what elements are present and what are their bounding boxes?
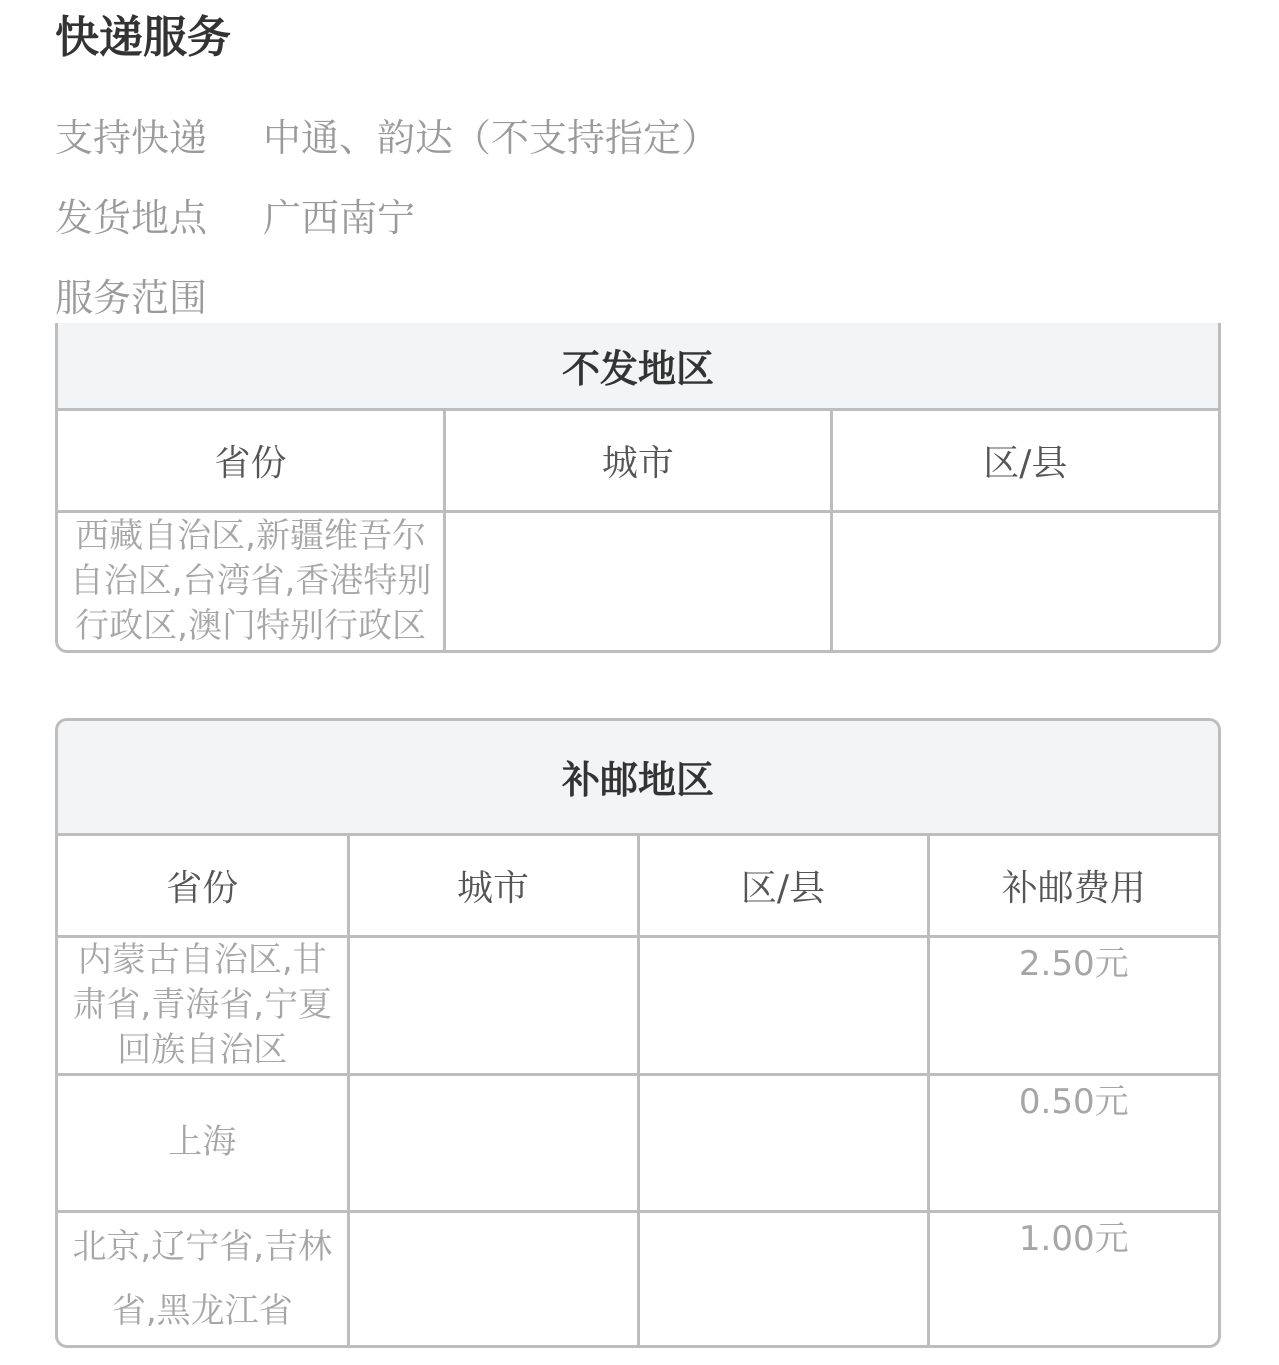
column-header-city: 城市 <box>348 834 638 936</box>
courier-label: 支持快递 <box>55 116 208 160</box>
no-delivery-table <box>55 323 1221 653</box>
column-header-district: 区/县 <box>638 834 928 936</box>
city-cell <box>348 1211 638 1345</box>
column-header-district: 区/县 <box>831 409 1218 511</box>
surcharge-table <box>55 718 1221 1348</box>
city-cell <box>445 511 832 650</box>
province-cell: 内蒙古自治区,甘肃省,青海省,宁夏回族自治区 <box>58 936 348 1074</box>
table-row <box>58 1074 1218 1211</box>
province-cell: 北京,辽宁省,吉林省,黑龙江省 <box>58 1211 348 1345</box>
info-row-courier <box>55 113 719 163</box>
fee-cell: 1.00元 <box>928 1211 1218 1345</box>
scope-label: 服务范围 <box>55 276 208 320</box>
column-header-province: 省份 <box>58 834 348 936</box>
city-cell <box>348 936 638 1074</box>
district-cell <box>831 511 1218 650</box>
district-cell <box>638 936 928 1074</box>
column-header-province: 省份 <box>58 409 445 511</box>
fee-cell: 2.50元 <box>928 936 1218 1074</box>
district-cell <box>638 1074 928 1211</box>
table-row <box>58 936 1218 1074</box>
district-cell <box>638 1211 928 1345</box>
fee-cell: 0.50元 <box>928 1074 1218 1211</box>
courier-value: 中通、韵达（不支持指定） <box>263 116 720 160</box>
info-row-origin <box>55 193 415 243</box>
surcharge-title: 补邮地区 <box>58 721 1218 834</box>
province-cell: 上海 <box>58 1074 348 1211</box>
table-row <box>58 1211 1218 1345</box>
table-row <box>58 511 1218 650</box>
section-title: 快递服务 <box>55 12 231 63</box>
origin-label: 发货地点 <box>55 196 208 240</box>
province-cell: 西藏自治区,新疆维吾尔自治区,台湾省,香港特别行政区,澳门特别行政区 <box>58 511 445 650</box>
column-header-fee: 补邮费用 <box>928 834 1218 936</box>
origin-value: 广西南宁 <box>263 196 416 240</box>
city-cell <box>348 1074 638 1211</box>
column-header-city: 城市 <box>445 409 832 511</box>
no-delivery-title: 不发地区 <box>58 323 1218 409</box>
info-row-scope <box>55 273 263 323</box>
